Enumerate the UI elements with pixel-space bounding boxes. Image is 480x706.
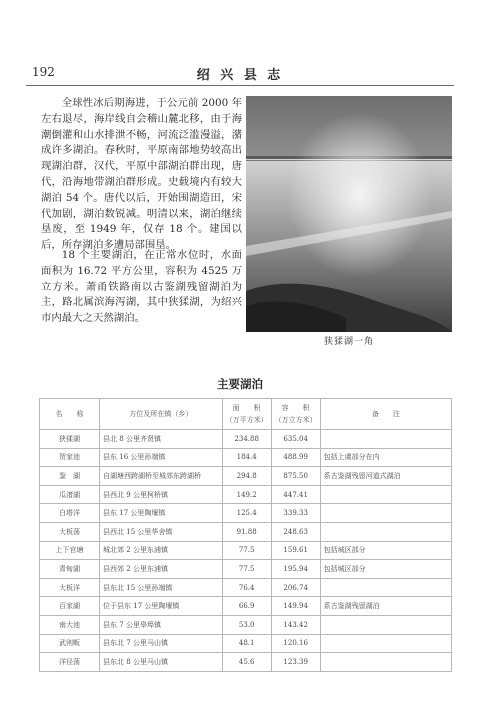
- cell-name: 青甸湖: [40, 560, 100, 579]
- cell-name: 狭猱湖: [40, 430, 100, 449]
- lakes-table: [39, 398, 452, 672]
- table-row: [40, 615, 452, 634]
- cell-name: 上下官塘: [40, 541, 100, 560]
- cell-name: 大板荡: [40, 522, 100, 541]
- cell-volume: 339.33: [271, 504, 320, 523]
- cell-remarks: [320, 653, 451, 672]
- table-row: [40, 653, 452, 672]
- cell-volume: 635.04: [271, 430, 320, 449]
- cell-area: 48.1: [222, 634, 271, 653]
- table-body: [40, 430, 452, 672]
- cell-remarks: [320, 485, 451, 504]
- cell-name: 大板洋: [40, 578, 100, 597]
- cell-remarks: [320, 578, 451, 597]
- cell-name: 瓜渚湖: [40, 485, 100, 504]
- cell-location: 位于县东 17 公里陶堰镇: [100, 597, 223, 616]
- table-row: [40, 634, 452, 653]
- cell-location: 城北郊 2 公里东浦镇: [100, 541, 223, 560]
- cell-remarks: 系古鉴湖残留湖泊: [320, 597, 451, 616]
- table-row: [40, 541, 452, 560]
- header-area-unit: （万平方米）: [225, 416, 268, 424]
- book-title: 绍 兴 县 志: [196, 68, 284, 83]
- cell-name: 白塔洋: [40, 504, 100, 523]
- cell-name: 洋径荡: [40, 653, 100, 672]
- cell-area: 125.4: [222, 504, 271, 523]
- header-area: [222, 399, 271, 430]
- table-row: [40, 467, 452, 486]
- cell-location: 自湖塘西跨湖桥至城郊东跨湖桥: [100, 467, 223, 486]
- table-header-row: [40, 399, 452, 430]
- cell-location: 县东 17 公里陶堰镇: [100, 504, 223, 523]
- cell-location: 县东北 15 公里孙端镇: [100, 578, 223, 597]
- table-title: 主要湖泊: [217, 377, 263, 391]
- cell-remarks: 包括城区部分: [320, 541, 451, 560]
- table-row: [40, 522, 452, 541]
- cell-location: 县东北 8 公里马山镇: [100, 653, 223, 672]
- table-row: [40, 430, 452, 449]
- cell-volume: 159.61: [271, 541, 320, 560]
- cell-area: 76.4: [222, 578, 271, 597]
- cell-volume: 123.39: [271, 653, 320, 672]
- cell-location: 县西郊 2 公里东浦镇: [100, 560, 223, 579]
- cell-name: 百家湖: [40, 597, 100, 616]
- header-volume: [271, 399, 320, 430]
- cell-area: 91.88: [222, 522, 271, 541]
- cell-remarks: [320, 522, 451, 541]
- cell-area: 77.5: [222, 560, 271, 579]
- cell-location: 县西北 9 公里柯桥镇: [100, 485, 223, 504]
- cell-volume: 195.94: [271, 560, 320, 579]
- cell-area: 294.8: [222, 467, 271, 486]
- cell-remarks: 系古鉴湖残留河道式湖泊: [320, 467, 451, 486]
- cell-volume: 120.16: [271, 634, 320, 653]
- cell-name: 贺家池: [40, 448, 100, 467]
- page-number: 192: [32, 65, 55, 79]
- cell-remarks: [320, 504, 451, 523]
- body-text-paragraph-1: [41, 96, 242, 254]
- header-volume-label: 容 积: [281, 404, 310, 412]
- cell-name: 南大池: [40, 615, 100, 634]
- table-row: [40, 448, 452, 467]
- header-area-label: 面 积: [232, 404, 261, 412]
- body-text-paragraph-2: [41, 248, 242, 327]
- header-name: 名 称: [40, 399, 100, 430]
- table-row: [40, 504, 452, 523]
- cell-location: 县东 7 公里皋埠镇: [100, 615, 223, 634]
- cell-name: 鉴 湖: [40, 467, 100, 486]
- cell-volume: 447.41: [271, 485, 320, 504]
- cell-remarks: [320, 615, 451, 634]
- page-header: [26, 63, 454, 86]
- lake-photo-image: [246, 96, 452, 332]
- cell-area: 234.88: [222, 430, 271, 449]
- header-location: 方位及所在镇（乡）: [100, 399, 223, 430]
- cell-area: 53.0: [222, 615, 271, 634]
- cell-volume: 488.99: [271, 448, 320, 467]
- table-row: [40, 560, 452, 579]
- cell-location: 县西北 15 公里华舍镇: [100, 522, 223, 541]
- cell-remarks: [320, 634, 451, 653]
- paragraph-1: 全球性冰后期海进，于公元前 2000 年左右退尽，海岸线自会稽山麓北移，由于海潮倒灌和山水排泄不畅，河流泛滥漫溢，潴成许多湖泊。春秋时，平原南部地势较高出现湖泊群，汉代，平原中部湖泊群出现，唐代，沿海地带湖泊群形成。史载境内有较大湖泊 54 个。唐代以后，开始围湖造田，宋代加剧，湖泊数锐减。明清以来，湖泊继续垦废，至 1949 年，仅存 18 个。建国以后，所存湖泊多遭局部围垦。: [41, 97, 242, 252]
- cell-volume: 248.63: [271, 522, 320, 541]
- cell-remarks: 包括城区部分: [320, 560, 451, 579]
- cell-area: 45.6: [222, 653, 271, 672]
- cell-area: 184.4: [222, 448, 271, 467]
- lake-photo: [246, 96, 452, 332]
- header-remarks: 备 注: [320, 399, 451, 430]
- cell-location: 县北 8 公里齐贤镇: [100, 430, 223, 449]
- cell-volume: 149.94: [271, 597, 320, 616]
- cell-area: 149.2: [222, 485, 271, 504]
- photo-caption: 狭猱湖一角: [323, 337, 374, 347]
- cell-area: 66.9: [222, 597, 271, 616]
- table-row: [40, 578, 452, 597]
- cell-volume: 143.42: [271, 615, 320, 634]
- cell-area: 77.5: [222, 541, 271, 560]
- header-volume-unit: （万立方米）: [274, 416, 317, 424]
- table-row: [40, 597, 452, 616]
- cell-remarks: 包括上虞部分在内: [320, 448, 451, 467]
- cell-remarks: [320, 430, 451, 449]
- table-row: [40, 485, 452, 504]
- cell-name: 武则畈: [40, 634, 100, 653]
- cell-volume: 875.50: [271, 467, 320, 486]
- cell-location: 县东 16 公里孙端镇: [100, 448, 223, 467]
- cell-location: 县东北 7 公里马山镇: [100, 634, 223, 653]
- paragraph-2: 18 个主要湖泊，在正常水位时，水面面积为 16.72 平方公里，容积为 4525 万立方米。萧甬铁路南以古鉴湖残留湖泊为主，路北属滨海泻湖，其中狭猱湖，为绍兴市内最大之天然湖泊。: [41, 249, 242, 325]
- cell-volume: 206.74: [271, 578, 320, 597]
